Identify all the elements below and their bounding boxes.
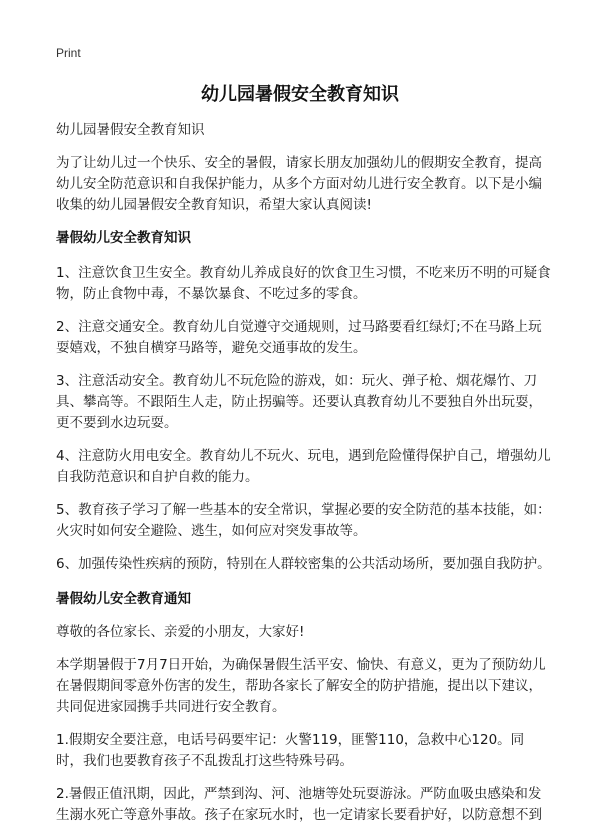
knowledge-item-5: 5、教育孩子学习了解一些基本的安全常识，掌握必要的安全防范的基本技能，如：火灾时如何安全避险、逃生，如何应对突发事故等。	[56, 502, 551, 539]
page-title: 幼儿园暑假安全教育知识	[201, 84, 399, 105]
notice-greeting: 尊敬的各位家长、亲爱的小朋友，大家好!	[56, 624, 305, 640]
section-heading-knowledge: 暑假幼儿安全教育知识	[56, 230, 191, 246]
knowledge-item-1: 1、注意饮食卫生安全。教育幼儿养成良好的饮食卫生习惯，不吃来历不明的可疑食物，防止食物中毒，不暴饮暴食、不吃过多的零食。	[56, 265, 551, 302]
print-link[interactable]: Print	[56, 46, 81, 60]
intro-paragraph: 为了让幼儿过一个快乐、安全的暑假，请家长朋友加强幼儿的假期安全教育，提高幼儿安全防范意识和自我保护能力，从多个方面对幼儿进行安全教育。以下是小编收集的幼儿园暑假安全教育知识，希望大家认真阅读!	[56, 155, 542, 213]
article-subtitle: 幼儿园暑假安全教育知识	[56, 122, 205, 138]
notice-item-1: 1.假期安全要注意，电话号码要牢记：火警119，匪警110，急救中心120。同时，我们也要教育孩子不乱拨乱打这些特殊号码。	[56, 732, 525, 769]
notice-body: 本学期暑假于7月7日开始，为确保暑假生活平安、愉快、有意义，更为了预防幼儿在暑假期间零意外伤害的发生，帮助各家长了解安全的防护措施，提出以下建议，共同促进家园携手共同进行安全教育。	[56, 657, 546, 715]
notice-item-2: 2.暑假正值汛期，因此，严禁到沟、河、池塘等处玩耍游泳。严防血吸虫感染和发生溺水死亡等意外事故。孩子在家玩水时，也一定请家长要看护好，以防意想不到	[56, 786, 542, 823]
knowledge-item-6: 6、加强传染性疾病的预防，特别在人群较密集的公共活动场所，要加强自我防护。	[56, 556, 551, 572]
knowledge-item-3: 3、注意活动安全。教育幼儿不玩危险的游戏，如：玩火、弹子枪、烟花爆竹、刀具、攀高等。不跟陌生人走，防止拐骗等。还要认真教育幼儿不要独自外出玩耍，更不要到水边玩耍。	[56, 373, 542, 431]
knowledge-item-4: 4、注意防火用电安全。教育幼儿不玩火、玩电，遇到危险懂得保护自己，增强幼儿自我防范意识和自护自救的能力。	[56, 448, 551, 485]
knowledge-item-2: 2、注意交通安全。教育幼儿自觉遵守交通规则，过马路要看红绿灯;不在马路上玩耍嬉戏，不独自横穿马路等，避免交通事故的发生。	[56, 319, 542, 356]
article-body	[56, 120, 551, 826]
section-heading-notice: 暑假幼儿安全教育通知	[56, 591, 191, 607]
